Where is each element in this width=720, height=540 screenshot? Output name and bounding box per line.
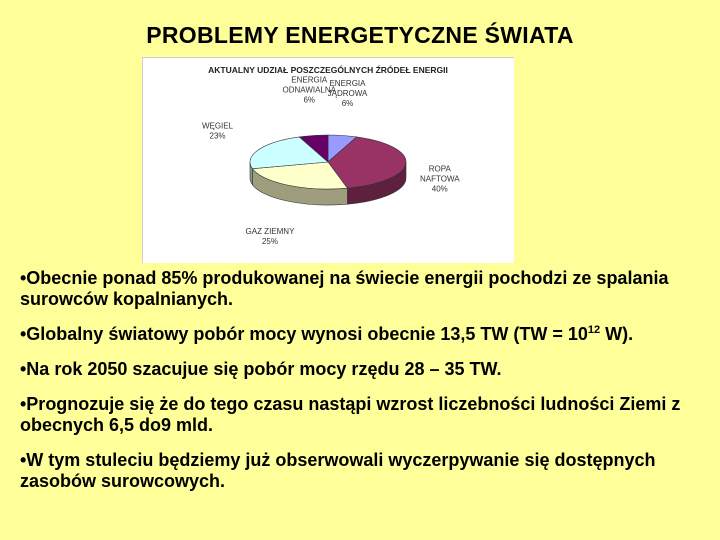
- bullet-text: W).: [600, 324, 634, 344]
- bullet-text: •Globalny światowy pobór mocy wynosi obecnie 13,5 TW (TW = 10: [20, 324, 588, 344]
- pie-chart: [142, 57, 514, 263]
- pie-value-label: 6%: [303, 95, 316, 105]
- pie-value-label: 40%: [431, 184, 448, 194]
- bullet-item: •W tym stuleciu będziemy już obserwowali wyczerpywanie się dostępnych zasobów surowcowych.: [20, 450, 656, 491]
- bullet-item: [20, 324, 710, 345]
- pie-category-label: ENERGIA: [329, 79, 366, 89]
- bullet-list: [20, 268, 710, 506]
- bullet-item: •Na rok 2050 szacujue się pobór mocy rzędu 28 – 35 TW.: [20, 359, 502, 379]
- bullet-item: •Obecnie ponad 85% produkowanej na świecie energii pochodzi ze spalania surowców kopalnianych.: [20, 268, 669, 309]
- pie-value-label: 23%: [209, 131, 226, 141]
- bullet-superscript: 12: [587, 324, 601, 336]
- pie-value-label: 25%: [261, 237, 278, 247]
- pie-category-label: JĄDROWA: [327, 89, 368, 99]
- bullet-item: •Prognozuje się że do tego czasu nastąpi wzrost liczebności ludności Ziemi z obecnych 6,5 do9 mld.: [20, 394, 681, 435]
- pie-chart-svg: [143, 58, 514, 263]
- pie-category-label: ODNAWIALNA: [282, 85, 337, 95]
- pie-category-label: WĘGIEL: [201, 121, 234, 131]
- pie-category-label: GAZ ZIEMNY: [245, 227, 295, 237]
- slide-title: PROBLEMY ENERGETYCZNE ŚWIATA: [146, 22, 574, 48]
- pie-category-label: ENERGIA: [291, 75, 328, 85]
- pie-category-label: ROPA: [428, 164, 451, 174]
- chart-title: AKTUALNY UDZIAŁ POSZCZEGÓLNYCH ŹRÓDEŁ ENERGII: [208, 65, 448, 75]
- pie-category-label: NAFTOWA: [419, 174, 460, 184]
- pie-value-label: 6%: [341, 99, 354, 109]
